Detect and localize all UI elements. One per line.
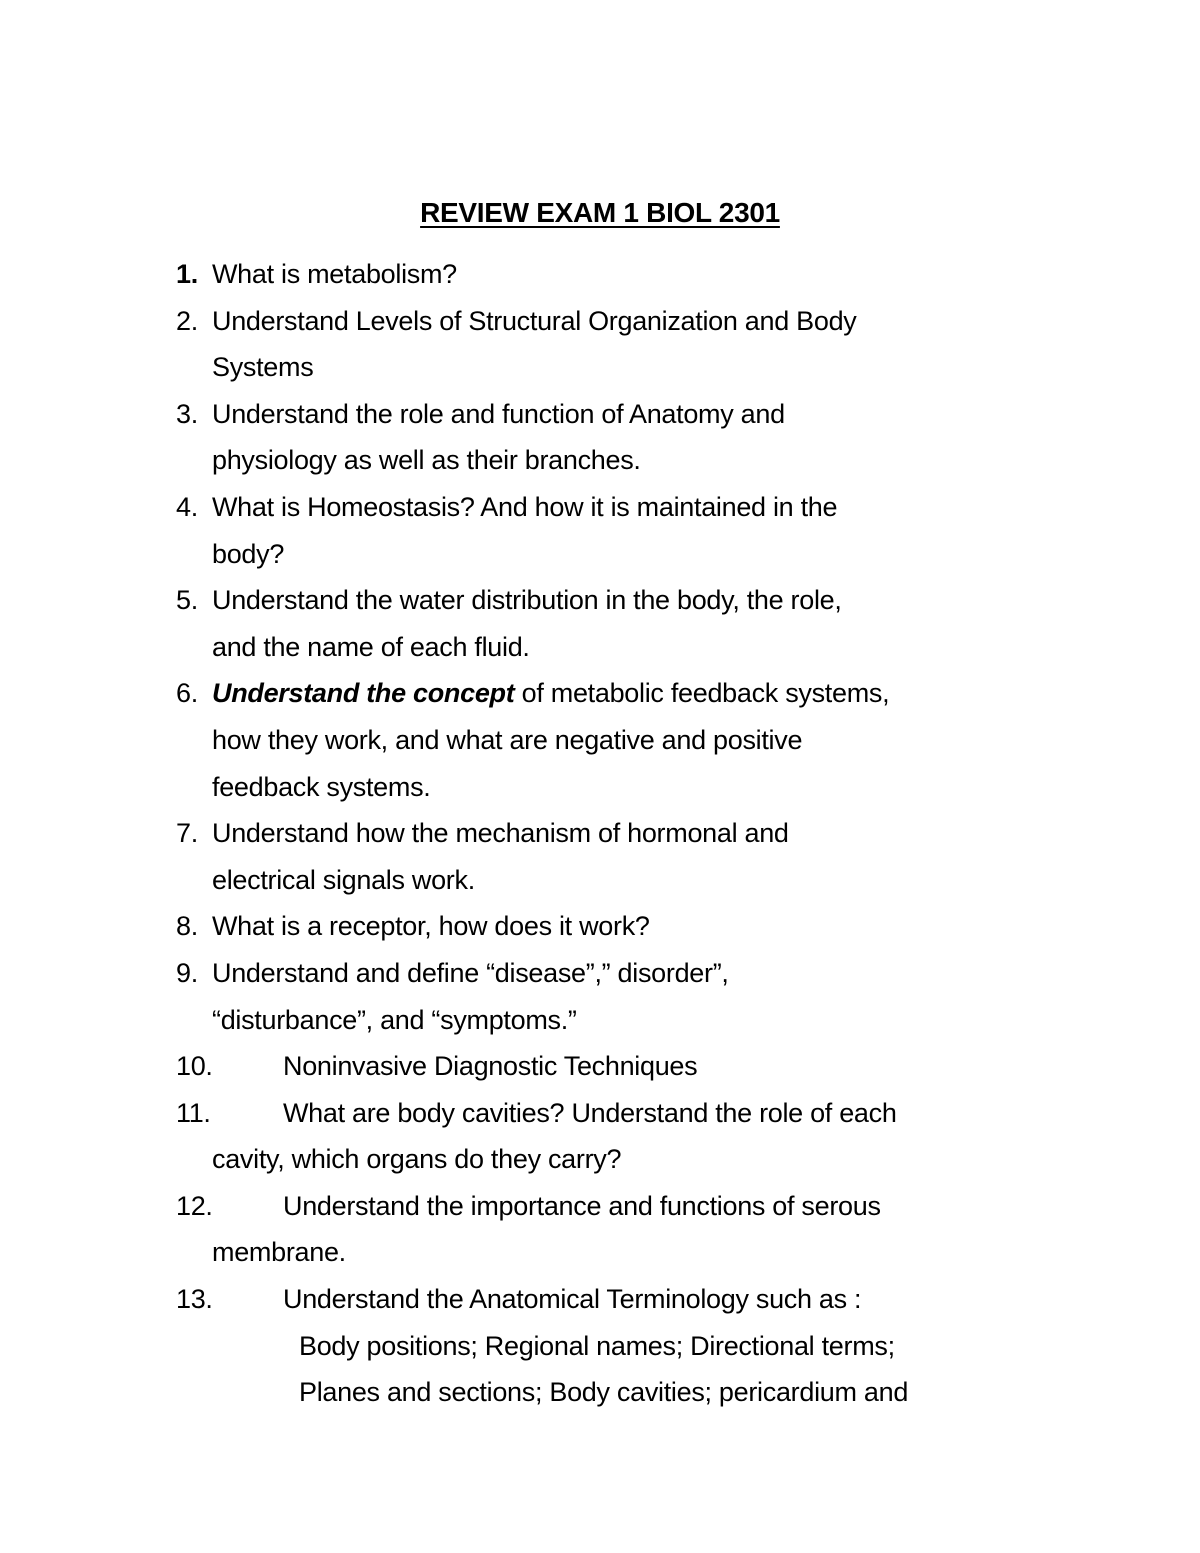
item-text-line: feedback systems. bbox=[212, 771, 431, 802]
item-text-line bbox=[176, 1043, 1076, 1090]
item-text-line bbox=[176, 1183, 1076, 1230]
item-number: 5. bbox=[176, 585, 198, 616]
item-number: 3. bbox=[176, 398, 198, 429]
item-text-line: What is Homeostasis? And how it is maintained in the bbox=[212, 491, 838, 522]
list-item bbox=[176, 298, 1076, 391]
item-text-line: cavity, which organs do they carry? bbox=[212, 1144, 622, 1175]
item-number: 13. bbox=[176, 1284, 213, 1315]
item-number: 2. bbox=[176, 305, 198, 336]
list-item bbox=[176, 484, 1076, 577]
item-text-line: Body positions; Regional names; Directional terms; bbox=[299, 1330, 895, 1361]
item-number: 6. bbox=[176, 678, 198, 709]
list-item bbox=[176, 670, 1076, 810]
item-text: Noninvasive Diagnostic Techniques bbox=[283, 1051, 698, 1082]
item-number: 8. bbox=[176, 911, 198, 942]
item-number: 12. bbox=[176, 1190, 213, 1221]
item-text-line: “disturbance”, and “symptoms.” bbox=[212, 1004, 577, 1035]
item-text-line bbox=[212, 670, 1076, 717]
item-text-line: Systems bbox=[212, 352, 314, 383]
item-text-line: Understand and define “disease”,” disorder”, bbox=[212, 957, 729, 988]
item-number: 9. bbox=[176, 957, 198, 988]
item-text: What is a receptor, how does it work? bbox=[212, 911, 650, 942]
list-item bbox=[176, 251, 1076, 298]
emphasized-text: Understand the concept bbox=[212, 678, 515, 709]
item-text: What are body cavities? Understand the role of each bbox=[283, 1097, 897, 1128]
list-item bbox=[176, 391, 1076, 484]
item-text-line: Understand Levels of Structural Organization and Body bbox=[212, 305, 857, 336]
page-title: REVIEW EXAM 1 BIOL 2301 bbox=[420, 197, 780, 228]
item-number: 4. bbox=[176, 491, 198, 522]
item-text-line: physiology as well as their branches. bbox=[212, 445, 641, 476]
item-number: 11. bbox=[176, 1097, 211, 1128]
item-text-line: Understand how the mechanism of hormonal and bbox=[212, 818, 789, 849]
item-number: 7. bbox=[176, 818, 198, 849]
list-item bbox=[176, 1090, 1076, 1183]
list-item bbox=[176, 1043, 1076, 1090]
item-text-line bbox=[176, 1276, 1076, 1323]
item-text-line: electrical signals work. bbox=[212, 864, 475, 895]
item-text-line: Planes and sections; Body cavities; pericardium and bbox=[299, 1377, 909, 1408]
item-text-line: Understand the role and function of Anatomy and bbox=[212, 398, 785, 429]
item-text: What is metabolism? bbox=[212, 259, 457, 289]
item-text-line: Understand the water distribution in the body, the role, bbox=[212, 585, 842, 616]
item-text-line: how they work, and what are negative and positive bbox=[212, 724, 803, 755]
item-text-line: and the name of each fluid. bbox=[212, 631, 530, 662]
item-text-line: membrane. bbox=[212, 1237, 346, 1268]
item-text-line bbox=[176, 1090, 1076, 1137]
review-question-list bbox=[176, 251, 1076, 1416]
item-number: 1. bbox=[176, 259, 198, 289]
item-text: of metabolic feedback systems, bbox=[514, 678, 890, 709]
item-text: Understand the importance and functions of serous bbox=[283, 1190, 881, 1221]
list-item bbox=[176, 577, 1076, 670]
list-item bbox=[176, 1276, 1076, 1416]
item-text: Understand the Anatomical Terminology such as : bbox=[283, 1284, 862, 1315]
list-item bbox=[176, 1183, 1076, 1276]
list-item bbox=[176, 903, 1076, 950]
list-item bbox=[176, 810, 1076, 903]
item-text-line: body? bbox=[212, 538, 285, 569]
item-number: 10. bbox=[176, 1051, 213, 1082]
list-item bbox=[176, 950, 1076, 1043]
